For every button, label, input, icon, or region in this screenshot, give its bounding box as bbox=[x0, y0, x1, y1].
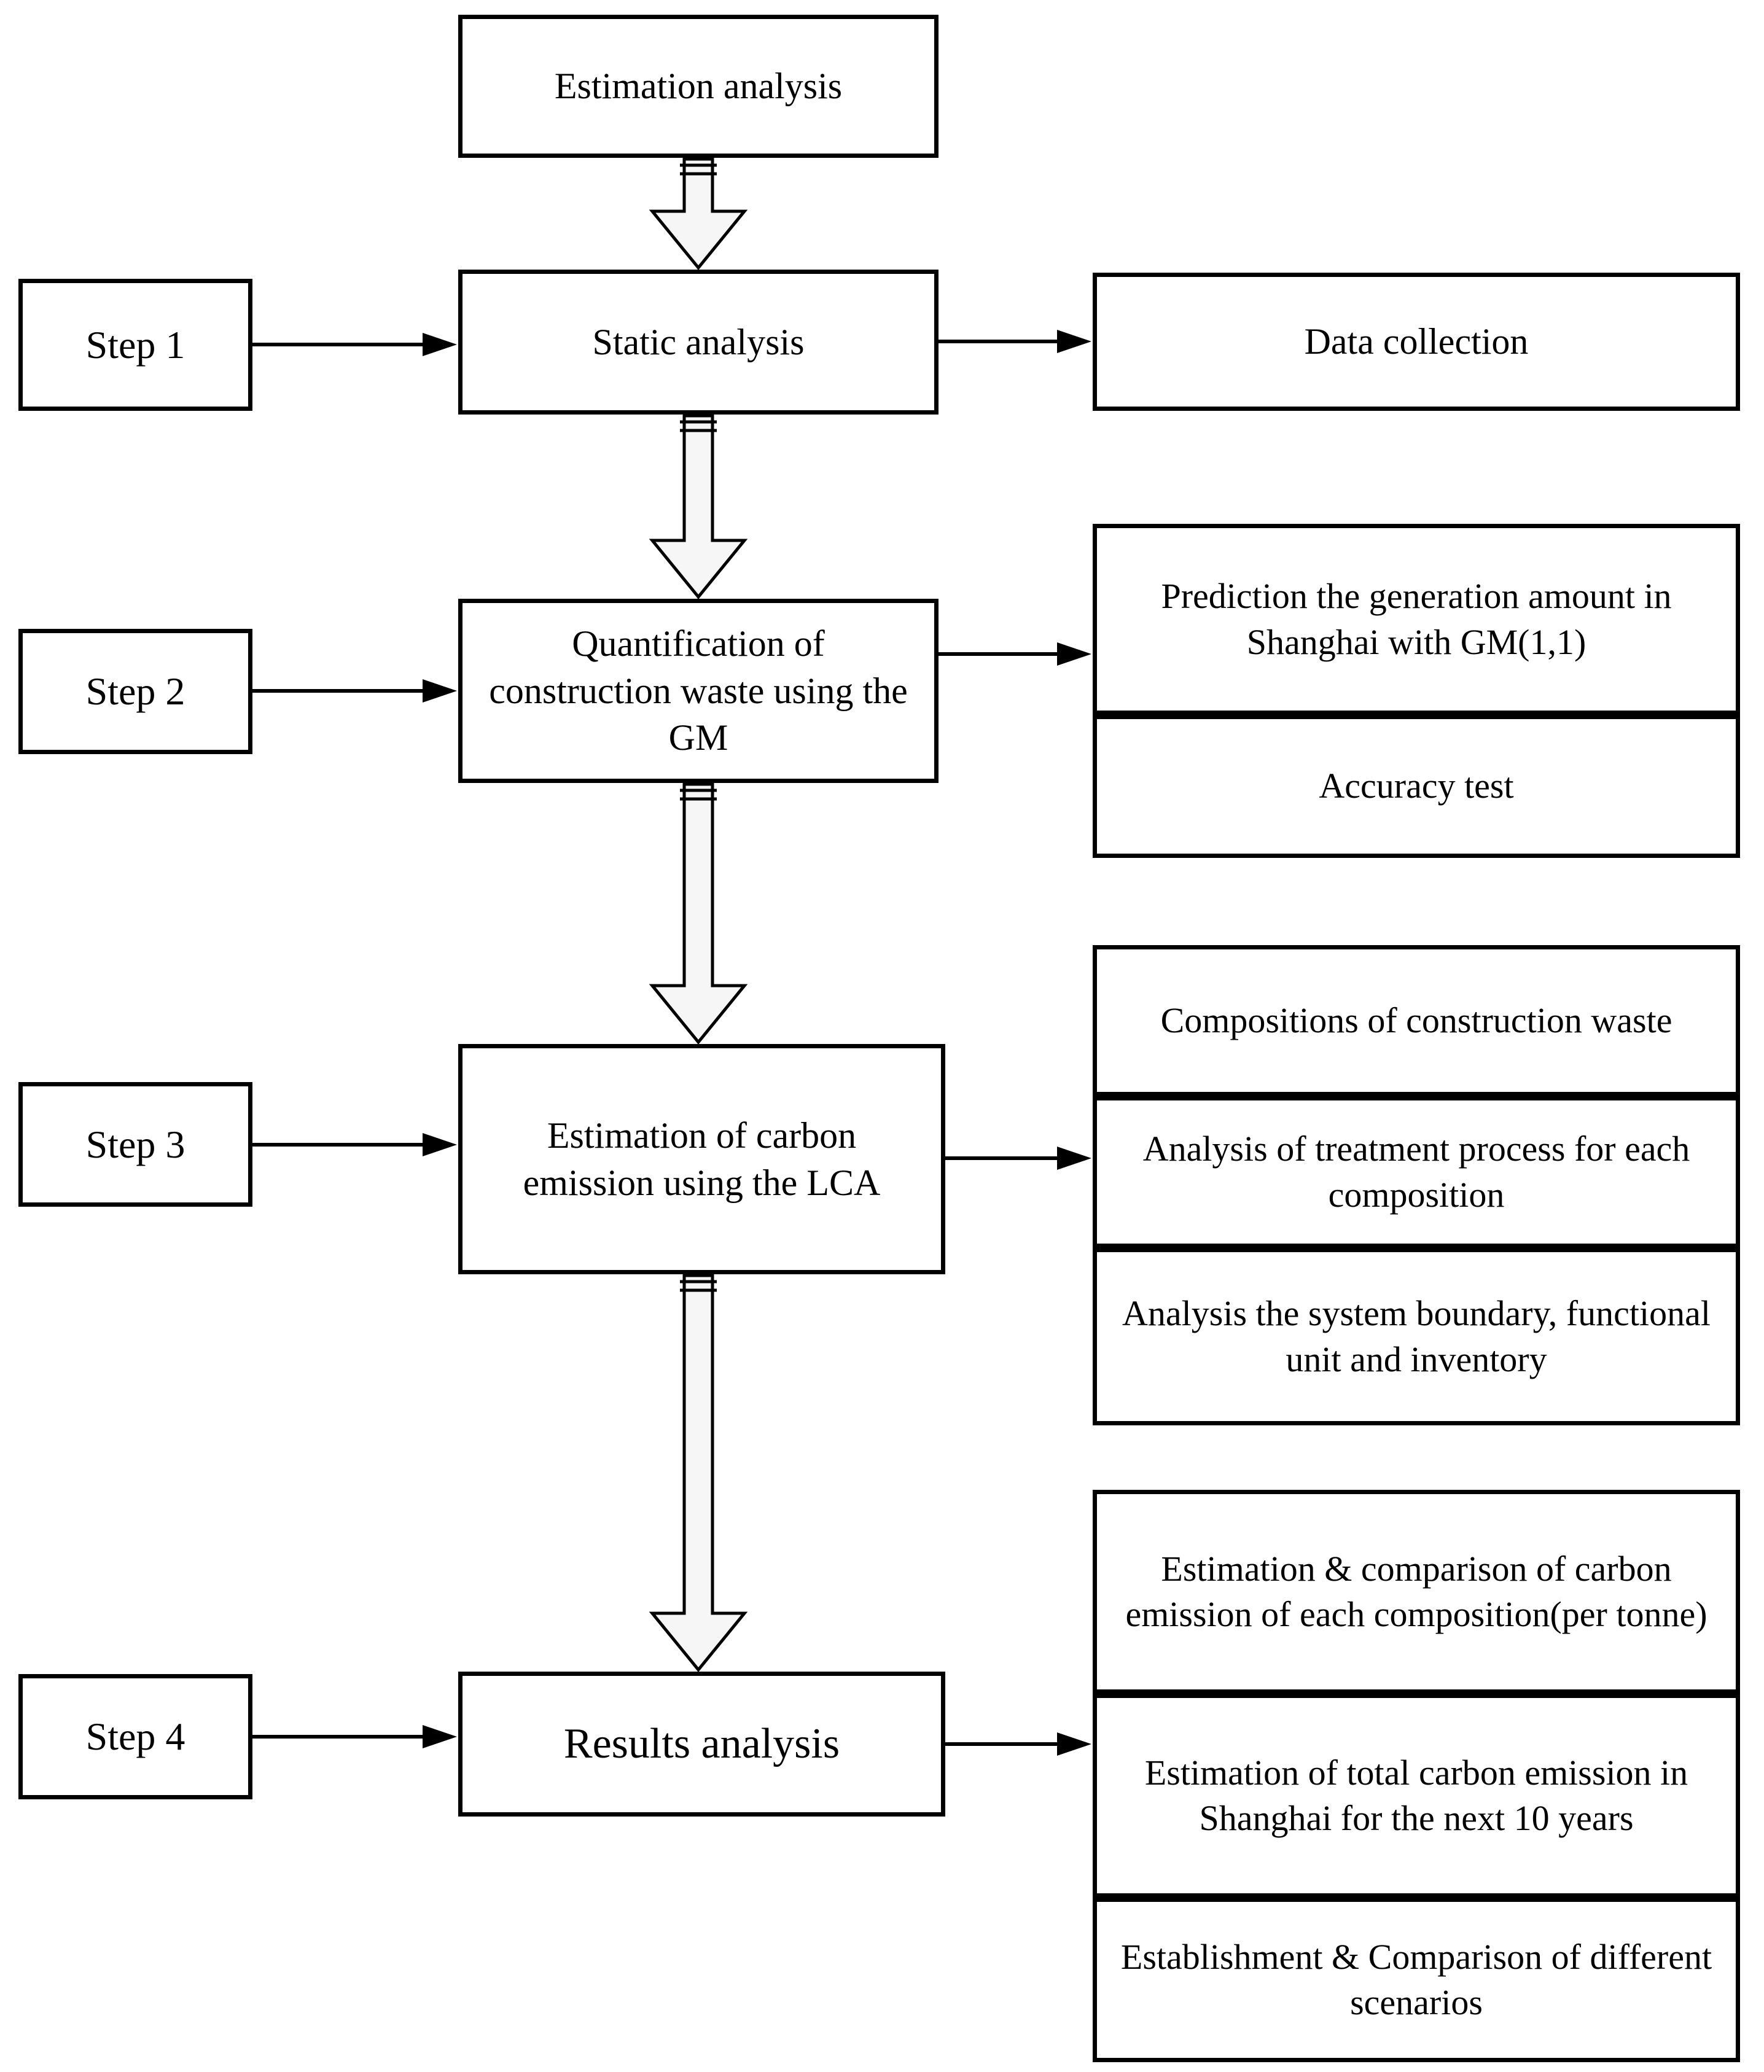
arrow-right-icon bbox=[252, 1131, 458, 1158]
block-arrow-down-icon bbox=[649, 415, 747, 599]
node-static-analysis: Static analysis bbox=[458, 270, 939, 415]
node-estimation-lca: Estimation of carbon emission using the LCA bbox=[458, 1044, 945, 1274]
node-results-analysis: Results analysis bbox=[458, 1672, 945, 1817]
node-accuracy-test: Accuracy test bbox=[1093, 715, 1740, 858]
node-scenarios: Establishment & Comparison of different scenarios bbox=[1093, 1898, 1740, 2062]
node-step-4: Step 4 bbox=[18, 1674, 252, 1799]
arrow-right-icon bbox=[939, 641, 1093, 668]
node-step-3: Step 3 bbox=[18, 1082, 252, 1207]
node-estimation-analysis: Estimation analysis bbox=[458, 15, 939, 158]
node-prediction-gm11: Prediction the generation amount in Shanghai with GM(1,1) bbox=[1093, 524, 1740, 715]
node-step-1: Step 1 bbox=[18, 279, 252, 411]
block-arrow-down-icon bbox=[649, 1274, 747, 1672]
arrow-right-icon bbox=[945, 1731, 1093, 1758]
node-data-collection: Data collection bbox=[1093, 273, 1740, 411]
node-step-2: Step 2 bbox=[18, 629, 252, 754]
arrow-right-icon bbox=[252, 1723, 458, 1750]
arrow-right-icon bbox=[252, 677, 458, 704]
block-arrow-down-icon bbox=[649, 783, 747, 1044]
node-treatment-process: Analysis of treatment process for each composition bbox=[1093, 1096, 1740, 1248]
arrow-right-icon bbox=[945, 1145, 1093, 1172]
arrow-right-icon bbox=[939, 328, 1093, 355]
node-system-boundary: Analysis the system boundary, functional unit and inventory bbox=[1093, 1248, 1740, 1425]
node-estimation-comparison: Estimation & comparison of carbon emission of each composition(per tonne) bbox=[1093, 1490, 1740, 1694]
node-quantification-gm: Quantification of construction waste using the GM bbox=[458, 599, 939, 783]
arrow-right-icon bbox=[252, 331, 458, 358]
node-compositions: Compositions of construction waste bbox=[1093, 945, 1740, 1096]
node-total-emission: Estimation of total carbon emission in Shanghai for the next 10 years bbox=[1093, 1694, 1740, 1898]
block-arrow-down-icon bbox=[649, 158, 747, 270]
